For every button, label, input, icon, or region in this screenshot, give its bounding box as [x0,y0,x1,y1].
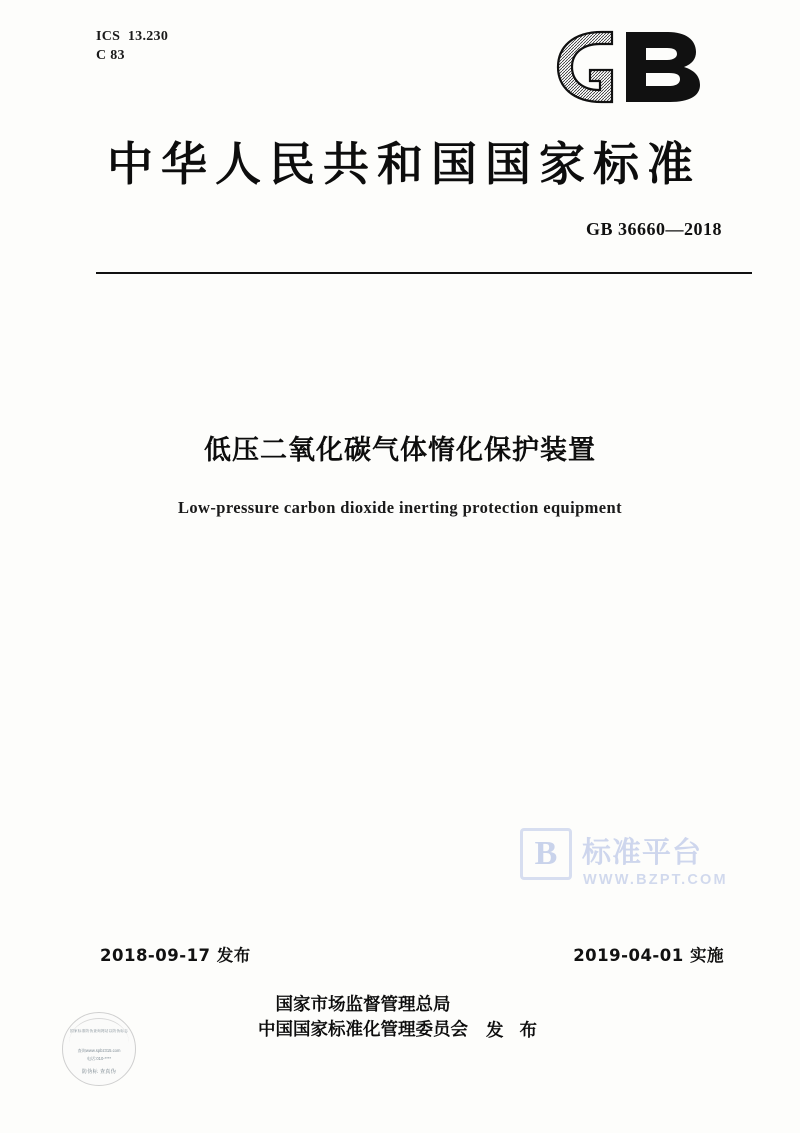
standard-number: GB 36660—2018 [585,219,722,239]
issuer-names [258,993,468,1044]
watermark-url: WWW.BZPT.COM [583,872,728,888]
issue-date: 2018-09-17 发布 [100,946,251,965]
anti-counterfeit-seal-icon [62,1012,136,1086]
issuer-line-2: 中国国家标准化管理委员会 [257,1020,468,1041]
seal-line-1: 国家标准防伪查询网站以防伪标志 [70,1028,128,1033]
divider [96,272,752,274]
ccs-code: C 83 [96,47,125,63]
seal-line-4: 防伪标 查真伪 [81,1069,117,1075]
issuer-action-label: 发 布 [485,1020,543,1041]
document-title-chinese: 低压二氧化碳气体惰化保护装置 [204,435,596,466]
gb-logo-icon [550,26,720,108]
ics-code: ICS 13.230 [96,29,169,44]
classification-block [96,28,168,66]
watermark [520,822,770,912]
document-title-english: Low-pressure carbon dioxide inerting protection equipment [177,498,623,517]
watermark-brand: 标准平台 [582,835,703,869]
seal-line-2: 查询www.spbz315.com [77,1048,121,1053]
page-title: 中华人民共和国国家标准 [107,137,701,191]
watermark-logo-icon: B [520,828,572,880]
issuer-line-1: 国家市场监督管理总局 [275,995,451,1015]
seal-line-3: 电话:010-**** [86,1056,112,1061]
implementation-date: 2019-04-01 实施 [573,946,724,965]
